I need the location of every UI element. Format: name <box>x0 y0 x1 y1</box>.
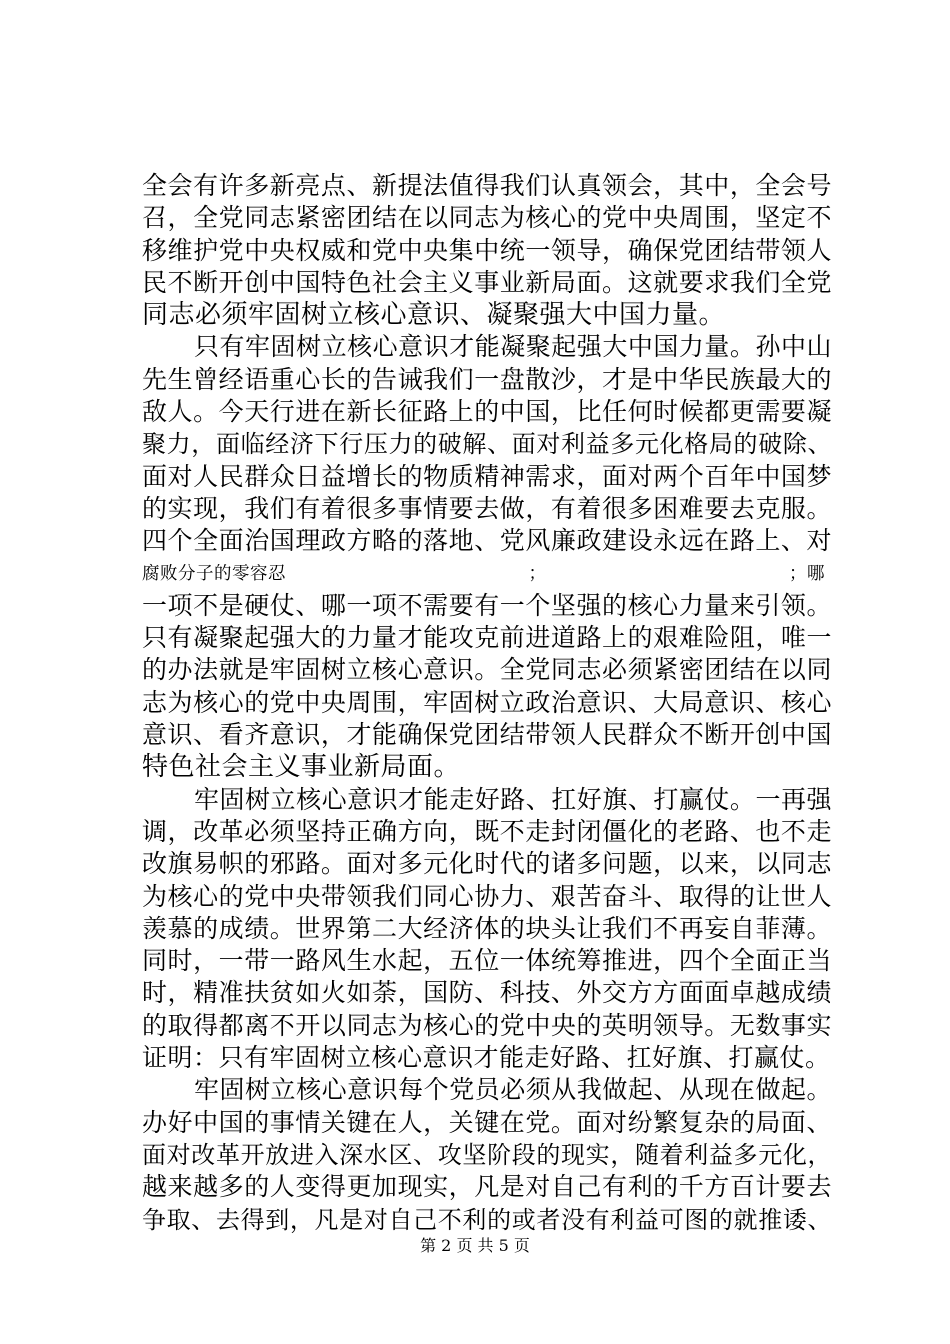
text-line: 志为核心的党中央周围，牢固树立政治意识、大局意识、核心 <box>142 687 832 717</box>
body-text <box>142 170 832 1236</box>
text-line: 争取、去得到，凡是对自己不利的或者没有利益可图的就推诿、 <box>142 1205 832 1234</box>
page-footer: 第 2 页 共 5 页 <box>420 1236 530 1255</box>
text-line: 聚力，面临经济下行压力的破解、面对利益多元化格局的破除、 <box>142 430 832 459</box>
text-line: 腐败分子的零容忍 ； ；哪 <box>142 563 826 584</box>
text-line: 越来越多的人变得更加现实，凡是对自己有利的千方百计要去 <box>142 1172 832 1202</box>
text-line: 面对人民群众日益增长的物质精神需求，面对两个百年中国梦 <box>142 461 832 491</box>
text-line: 牢固树立核心意识每个党员必须从我做起、从现在做起。 <box>194 1075 832 1105</box>
text-line: 先生曾经语重心长的告诫我们一盘散沙，才是中华民族最大的 <box>142 364 832 394</box>
text-line: 同志必须牢固树立核心意识、凝聚强大中国力量。 <box>142 300 726 331</box>
text-line: 同时，一带一路风生水起，五位一体统筹推进，四个全面正当 <box>142 946 832 976</box>
text-line: 四个全面治国理政方略的落地、党风廉政建设永远在路上、对 <box>142 526 832 556</box>
text-line: 只有凝聚起强大的力量才能攻克前进道路上的艰难险阻，唯一 <box>142 623 832 653</box>
text-line: 办好中国的事情关键在人，关键在党。面对纷繁复杂的局面、 <box>142 1107 832 1137</box>
text-line: 只有牢固树立核心意识才能凝聚起强大中国力量。孙中山 <box>194 332 832 362</box>
text-line: 面对改革开放进入深水区、攻坚阶段的现实，随着利益多元化， <box>142 1140 832 1169</box>
text-line: 的取得都离不开以同志为核心的党中央的英明领导。无数事实 <box>142 1010 832 1040</box>
text-line: 时，精准扶贫如火如荼，国防、科技、外交方方面面卓越成绩 <box>142 978 832 1008</box>
text-line: 召，全党同志紧密团结在以同志为核心的党中央周围，坚定不 <box>142 203 832 233</box>
text-line: 移维护党中央权威和党中央集中统一领导，确保党团结带领人 <box>142 235 832 265</box>
text-line: 改旗易帜的邪路。面对多元化时代的诸多问题，以来，以同志 <box>142 849 832 879</box>
text-line: 民不断开创中国特色社会主义事业新局面。这就要求我们全党 <box>142 267 832 297</box>
text-line: 的办法就是牢固树立核心意识。全党同志必须紧密团结在以同 <box>142 655 832 685</box>
text-line: 证明：只有牢固树立核心意识才能走好路、扛好旗、打赢仗。 <box>142 1043 831 1073</box>
text-line: 意识、看齐意识，才能确保党团结带领人民群众不断开创中国 <box>142 720 832 750</box>
text-line: 牢固树立核心意识才能走好路、扛好旗、打赢仗。一再强 <box>194 784 832 814</box>
text-line: 一项不是硬仗、哪一项不需要有一个坚强的核心力量来引领。 <box>142 590 832 620</box>
text-line: 羡慕的成绩。世界第二大经济体的块头让我们不再妄自菲薄。 <box>142 913 832 943</box>
text-line: 敌人。今天行进在新长征路上的中国，比任何时候都更需要凝 <box>142 397 832 427</box>
text-line: 为核心的党中央带领我们同心协力、艰苦奋斗、取得的让世人 <box>142 881 832 911</box>
text-line: 特色社会主义事业新局面。 <box>142 752 461 783</box>
text-line: 全会有许多新亮点、新提法值得我们认真领会，其中，全会号 <box>142 171 832 200</box>
text-line: 调，改革必须坚持正确方向，既不走封闭僵化的老路、也不走 <box>142 816 832 846</box>
text-line: 的实现，我们有着很多事情要去做，有着很多困难要去克服。 <box>142 493 832 523</box>
